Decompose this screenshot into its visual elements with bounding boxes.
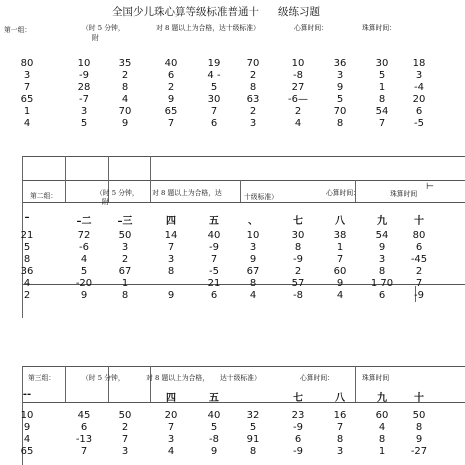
- group-1-grid: [0, 58, 465, 130]
- problem-cell: 6: [378, 290, 386, 301]
- problem-cell: 8: [415, 422, 423, 433]
- problem-cell: 2: [121, 254, 129, 265]
- problem-cell: -6—: [288, 94, 308, 105]
- problem-cell: -9: [293, 422, 303, 433]
- problem-cell: 9: [336, 278, 344, 289]
- problem-cell: 4: [167, 446, 175, 457]
- problem-cell: 57: [291, 278, 305, 289]
- problem-cell: 6: [415, 106, 423, 117]
- problem-row: [0, 434, 465, 446]
- problem-cell: -13: [75, 434, 93, 445]
- problem-cell: 1: [378, 446, 386, 457]
- problem-cell: 8: [121, 82, 129, 93]
- problem-cell: 2: [121, 422, 129, 433]
- problem-cell: 50: [412, 410, 426, 421]
- problem-cell: 80: [20, 58, 34, 69]
- column-header: 八: [335, 216, 345, 227]
- problem-cell: 5: [80, 266, 88, 277]
- group-1-pass-rule: 对 8 题以上为合格，达十级标准）: [156, 24, 260, 32]
- problem-cell: 2: [249, 106, 257, 117]
- group-3-grid: [0, 410, 465, 458]
- problem-cell: 36: [333, 58, 347, 69]
- problem-cell: 4: [378, 422, 386, 433]
- problem-row: [0, 82, 465, 94]
- problem-cell: 40: [207, 230, 221, 241]
- group-2-level-note: 十级标准）: [244, 193, 278, 201]
- problem-cell: 7: [121, 434, 129, 445]
- problem-cell: -8: [209, 434, 219, 445]
- column-header: 七: [293, 393, 303, 404]
- problem-row: [0, 278, 465, 290]
- problem-cell: 7: [336, 254, 344, 265]
- problem-cell: 3: [249, 242, 257, 253]
- problem-cell: 8: [378, 434, 386, 445]
- group-3-pass-rule: 对 8 题以上为合格，: [146, 374, 210, 382]
- problem-cell: 10: [77, 58, 91, 69]
- problem-cell: 4 -: [207, 70, 221, 81]
- group-2-top-rule: [22, 156, 465, 157]
- column-header: –二: [76, 216, 92, 227]
- problem-cell: 7: [80, 446, 88, 457]
- problem-cell: 65: [20, 94, 34, 105]
- problem-cell: 3: [415, 70, 423, 81]
- problem-cell: 3: [249, 118, 257, 129]
- problem-cell: 6: [294, 434, 302, 445]
- problem-cell: 2: [23, 290, 31, 301]
- column-header: 九: [377, 393, 387, 404]
- problem-row: [0, 106, 465, 118]
- problem-cell: 23: [291, 410, 305, 421]
- group-1-info: [0, 18, 465, 40]
- problem-cell: 35: [118, 58, 132, 69]
- problem-cell: 9: [378, 242, 386, 253]
- problem-cell: 54: [375, 106, 389, 117]
- problem-cell: 70: [333, 106, 347, 117]
- problem-cell: 5: [23, 242, 31, 253]
- group-2-info: [0, 184, 465, 206]
- problem-cell: 20: [164, 410, 178, 421]
- problem-cell: 10: [20, 410, 34, 421]
- problem-cell: -5: [209, 266, 219, 277]
- problem-cell: 20: [412, 94, 426, 105]
- problem-cell: 5: [336, 94, 344, 105]
- problem-row: [0, 266, 465, 278]
- group-3-top-rule: [22, 366, 465, 367]
- problem-cell: 4: [80, 254, 88, 265]
- group-2-abacus-time: 珠算时间: [390, 190, 418, 198]
- problem-cell: 60: [375, 410, 389, 421]
- group-2-headers: [0, 212, 465, 226]
- problem-cell: 8: [249, 446, 257, 457]
- problem-row: [0, 118, 465, 130]
- column-header: 五: [209, 216, 219, 227]
- problem-cell: 6: [415, 242, 423, 253]
- problem-cell: -45: [410, 254, 428, 265]
- problem-cell: -9: [293, 446, 303, 457]
- problem-cell: 30: [375, 58, 389, 69]
- problem-cell: 70: [118, 106, 132, 117]
- problem-row: [0, 254, 465, 266]
- problem-cell: 27: [291, 82, 305, 93]
- problem-cell: 7: [378, 118, 386, 129]
- problem-cell: 3: [121, 242, 129, 253]
- problem-cell: 14: [164, 230, 178, 241]
- problem-cell: 7: [23, 82, 31, 93]
- problem-cell: 3: [378, 254, 386, 265]
- problem-cell: 7: [415, 278, 423, 289]
- problem-cell: 7: [167, 118, 175, 129]
- problem-cell: 2: [167, 82, 175, 93]
- problem-cell: 8: [249, 82, 257, 93]
- group-3-level-note: 达十级标准）: [220, 374, 261, 382]
- problem-cell: 18: [412, 58, 426, 69]
- problem-row: [0, 242, 465, 254]
- problem-cell: 7: [210, 106, 218, 117]
- problem-cell: 30: [291, 230, 305, 241]
- problem-cell: 45: [77, 410, 91, 421]
- problem-cell: 9: [415, 434, 423, 445]
- problem-cell: 40: [164, 58, 178, 69]
- group-2-grid: [0, 230, 465, 302]
- problem-cell: 9: [249, 254, 257, 265]
- problem-cell: 7: [210, 254, 218, 265]
- problem-cell: 9: [167, 290, 175, 301]
- problem-cell: -6: [79, 242, 89, 253]
- problem-cell: 10: [246, 230, 260, 241]
- problem-cell: 2: [294, 106, 302, 117]
- problem-cell: 8: [378, 266, 386, 277]
- problem-cell: 4: [23, 434, 31, 445]
- problem-cell: 6: [210, 290, 218, 301]
- problem-cell: 8: [121, 290, 129, 301]
- problem-cell: 8: [336, 118, 344, 129]
- column-header: –三: [117, 216, 133, 227]
- problem-cell: 9: [336, 82, 344, 93]
- problem-row: [0, 290, 465, 302]
- problem-cell: 67: [246, 266, 260, 277]
- column-header: 十: [414, 393, 424, 404]
- column-header: 八: [335, 393, 345, 404]
- problem-cell: -8: [293, 290, 303, 301]
- group-1-time-rule: （时 5 分钟，: [82, 24, 125, 32]
- problem-cell: 8: [249, 278, 257, 289]
- problem-cell: 1 70: [370, 278, 394, 289]
- group-1-mental-time: 心算时间：: [294, 24, 328, 32]
- problem-cell: -7: [79, 94, 89, 105]
- problem-cell: 63: [246, 94, 260, 105]
- problem-cell: 36: [20, 266, 34, 277]
- column-header: 四: [166, 393, 176, 404]
- problem-cell: 6: [210, 118, 218, 129]
- problem-cell: -27: [410, 446, 428, 457]
- problem-cell: 50: [118, 410, 132, 421]
- problem-cell: -9: [79, 70, 89, 81]
- problem-cell: 4: [336, 290, 344, 301]
- group-2-bracket-end: 附: [102, 198, 109, 206]
- problem-cell: 19: [207, 58, 221, 69]
- group-2-info-rule: [22, 180, 465, 181]
- problem-cell: 5: [378, 70, 386, 81]
- group-2-corner-mark: ⊢: [426, 182, 434, 192]
- problem-cell: 54: [375, 230, 389, 241]
- problem-cell: 32: [246, 410, 260, 421]
- group-3-headers: [0, 389, 465, 403]
- problem-cell: 8: [23, 254, 31, 265]
- problem-cell: 91: [246, 434, 260, 445]
- problem-cell: 2: [415, 266, 423, 277]
- problem-cell: 16: [333, 410, 347, 421]
- problem-cell: 6: [167, 70, 175, 81]
- problem-row: [0, 410, 465, 422]
- problem-cell: 2: [121, 70, 129, 81]
- problem-cell: 3: [80, 106, 88, 117]
- problem-cell: -8: [293, 70, 303, 81]
- group-3-abacus-time: 珠算时间: [362, 374, 390, 382]
- problem-cell: 3: [167, 254, 175, 265]
- problem-cell: 4: [121, 94, 129, 105]
- problem-cell: 9: [23, 422, 31, 433]
- problem-row: [0, 446, 465, 458]
- problem-cell: 2: [249, 70, 257, 81]
- problem-cell: 3: [167, 434, 175, 445]
- problem-cell: 7: [167, 242, 175, 253]
- problem-cell: 9: [121, 118, 129, 129]
- problem-cell: -9: [293, 254, 303, 265]
- problem-cell: 5: [80, 118, 88, 129]
- problem-cell: 8: [294, 242, 302, 253]
- title-main: 全国少儿珠心算等级标准普通十: [112, 6, 259, 18]
- problem-cell: 65: [164, 106, 178, 117]
- problem-cell: 80: [412, 230, 426, 241]
- group-3-label: 第三组：: [28, 374, 56, 382]
- problem-cell: 9: [167, 94, 175, 105]
- problem-cell: 21: [207, 278, 221, 289]
- group-1-bracket-end: 附: [92, 34, 99, 42]
- problem-cell: 7: [167, 422, 175, 433]
- group-3-time-rule: （时 5 分钟，: [82, 374, 125, 382]
- problem-cell: 1: [23, 106, 31, 117]
- problem-cell: 67: [118, 266, 132, 277]
- problem-cell: 50: [118, 230, 132, 241]
- problem-row: [0, 94, 465, 106]
- problem-cell: 60: [333, 266, 347, 277]
- problem-row: [0, 58, 465, 70]
- problem-cell: 70: [246, 58, 260, 69]
- problem-cell: 65: [20, 446, 34, 457]
- group-3-mental-time: 心算时间：: [300, 374, 334, 382]
- problem-cell: 5: [210, 422, 218, 433]
- group-2-mental-time: 心算时间：: [326, 189, 360, 197]
- problem-cell: 5: [249, 422, 257, 433]
- problem-cell: -9: [414, 290, 424, 301]
- problem-row: [0, 230, 465, 242]
- problem-cell: 4: [23, 118, 31, 129]
- title-sub: 级练习题: [278, 6, 320, 18]
- problem-cell: 7: [336, 422, 344, 433]
- page-title: [0, 4, 465, 18]
- problem-cell: 3: [336, 70, 344, 81]
- column-header: 十: [414, 216, 424, 227]
- problem-cell: 1: [121, 278, 129, 289]
- problem-cell: -4: [414, 82, 424, 93]
- problem-cell: 30: [207, 94, 221, 105]
- problem-cell: 6: [80, 422, 88, 433]
- column-header: –: [24, 212, 30, 223]
- problem-cell: 5: [210, 82, 218, 93]
- problem-cell: 8: [336, 434, 344, 445]
- problem-row: [0, 70, 465, 82]
- problem-cell: 9: [80, 290, 88, 301]
- problem-cell: -9: [209, 242, 219, 253]
- column-header: 、: [248, 216, 258, 227]
- group-2-label: 第二组：: [30, 192, 58, 200]
- column-header: --: [22, 389, 32, 400]
- problem-cell: 4: [294, 118, 302, 129]
- problem-cell: -20: [75, 278, 93, 289]
- problem-cell: 3: [23, 70, 31, 81]
- problem-cell: 2: [294, 266, 302, 277]
- problem-cell: 3: [121, 446, 129, 457]
- problem-cell: 40: [207, 410, 221, 421]
- column-header: 四: [166, 216, 176, 227]
- group-1-label: 第一组：: [4, 26, 32, 34]
- problem-cell: 3: [336, 446, 344, 457]
- problem-cell: 21: [20, 230, 34, 241]
- problem-row: [0, 422, 465, 434]
- column-header: 九: [377, 216, 387, 227]
- problem-cell: 28: [77, 82, 91, 93]
- problem-cell: 10: [291, 58, 305, 69]
- problem-cell: -5: [414, 118, 424, 129]
- problem-cell: 1: [336, 242, 344, 253]
- problem-cell: 72: [77, 230, 91, 241]
- problem-cell: 8: [167, 266, 175, 277]
- group-2-pass-rule: 对 8 题以上为合格，达: [152, 189, 222, 197]
- problem-cell: 4: [249, 290, 257, 301]
- group-1-abacus-time: 珠算时间：: [362, 24, 396, 32]
- column-header: 七: [293, 216, 303, 227]
- problem-cell: 4: [23, 278, 31, 289]
- problem-cell: 8: [378, 94, 386, 105]
- group-2-time-rule: （时 5 分钟，: [96, 189, 139, 197]
- problem-cell: 9: [210, 446, 218, 457]
- problem-cell: 38: [333, 230, 347, 241]
- problem-cell: 1: [378, 82, 386, 93]
- column-header: 五: [209, 393, 219, 404]
